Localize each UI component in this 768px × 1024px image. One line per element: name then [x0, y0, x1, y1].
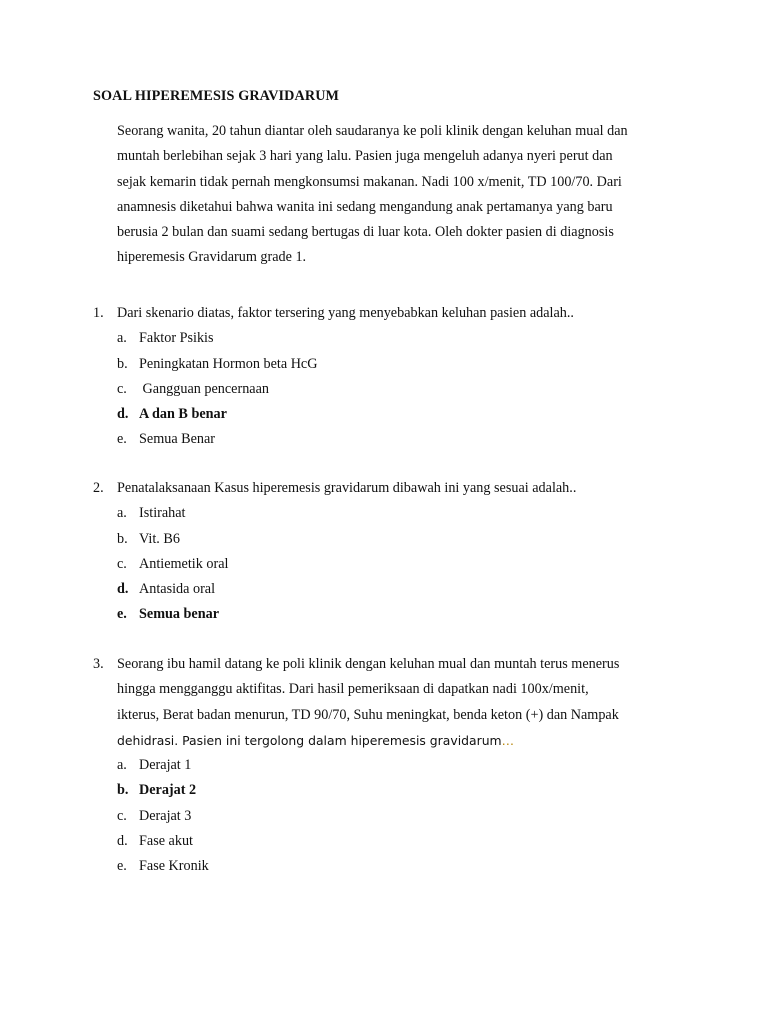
- option-letter: d.: [117, 406, 129, 423]
- option-text: Derajat 3: [139, 807, 192, 824]
- question-text-last-line: dehidrasi. Pasien ini tergolong dalam hiperemesis gravidarum: [117, 732, 502, 748]
- answer-option: [93, 504, 693, 529]
- question-stem: [93, 304, 693, 329]
- question-text: ikterus, Berat badan menurun, TD 90/70, Suhu meningkat, benda keton (+) dan Nampak: [117, 706, 619, 723]
- option-text: Antiemetik oral: [139, 555, 229, 572]
- scenario-line: sejak kemarin tidak pernah mengkonsumsi makanan. Nadi 100 x/menit, TD 100/70. Dari: [117, 173, 622, 190]
- answer-option: [93, 832, 693, 857]
- option-text: Derajat 1: [139, 757, 192, 774]
- option-letter: b.: [117, 355, 128, 372]
- option-letter: b.: [117, 530, 128, 547]
- option-letter: b.: [117, 782, 129, 799]
- question-text-last: [117, 731, 514, 751]
- option-text: Faktor Psikis: [139, 330, 214, 347]
- answer-option-correct: [93, 605, 693, 630]
- answer-option: [93, 555, 693, 580]
- scenario-line: Seorang wanita, 20 tahun diantar oleh saudaranya ke poli klinik dengan keluhan mual dan: [117, 123, 628, 139]
- answer-option: [93, 580, 693, 605]
- case-scenario: [117, 122, 697, 274]
- option-text: Derajat 2: [139, 782, 197, 799]
- option-text: Gangguan pencernaan: [139, 380, 269, 397]
- question-2: [93, 479, 693, 631]
- ellipsis: …: [501, 732, 515, 748]
- answer-option: [93, 807, 693, 832]
- question-number: 2.: [93, 480, 104, 496]
- question-stem: [93, 655, 693, 680]
- answer-option: [93, 380, 693, 405]
- option-letter: d.: [117, 833, 128, 850]
- question-3: [93, 655, 693, 883]
- scenario-line: muntah berlebihan sejak 3 hari yang lalu. Pasien juga mengeluh adanya nyeri perut dan: [117, 148, 613, 165]
- question-text: Penatalaksanaan Kasus hiperemesis gravidarum dibawah ini yang sesuai adalah..: [117, 480, 577, 496]
- option-text: Vit. B6: [139, 530, 180, 547]
- option-letter: a.: [117, 505, 127, 522]
- question-number: 3.: [93, 656, 104, 672]
- option-text: Semua benar: [139, 606, 220, 623]
- option-letter: e.: [117, 431, 127, 448]
- option-text: Istirahat: [139, 505, 186, 522]
- option-text: Semua Benar: [139, 431, 216, 448]
- answer-option-correct: [93, 405, 693, 430]
- answer-option: [93, 756, 693, 781]
- option-letter: c.: [117, 380, 127, 397]
- answer-option: [93, 530, 693, 555]
- answer-option: [93, 857, 693, 882]
- answer-option: [93, 355, 693, 380]
- question-text: hingga mengganggu aktifitas. Dari hasil pemeriksaan di dapatkan nadi 100x/menit,: [117, 681, 589, 698]
- question-1: [93, 304, 693, 456]
- answer-option: [93, 430, 693, 455]
- question-text: Dari skenario diatas, faktor tersering yang menyebabkan keluhan pasien adalah..: [117, 305, 574, 321]
- option-letter: e.: [117, 606, 127, 623]
- scenario-line: berusia 2 bulan dan suami sedang bertugas di luar kota. Oleh dokter pasien di diagnosis: [117, 224, 614, 241]
- option-letter: e.: [117, 858, 127, 875]
- option-text: Fase akut: [139, 833, 193, 850]
- question-text: Seorang ibu hamil datang ke poli klinik dengan keluhan mual dan muntah terus menerus: [117, 656, 620, 672]
- question-stem-continued: [93, 706, 693, 731]
- option-text: Fase Kronik: [139, 858, 209, 875]
- document-title: SOAL HIPEREMESIS GRAVIDARUM: [93, 88, 340, 104]
- answer-option: [93, 329, 693, 354]
- question-stem: [93, 479, 693, 504]
- scenario-line: hiperemesis Gravidarum grade 1.: [117, 249, 307, 266]
- option-letter: a.: [117, 330, 127, 347]
- question-number: 1.: [93, 305, 104, 321]
- option-text: A dan B benar: [139, 406, 227, 423]
- answer-option-correct: [93, 781, 693, 806]
- option-letter: c.: [117, 807, 127, 824]
- scenario-line: anamnesis diketahui bahwa wanita ini sedang mengandung anak pertamanya yang baru: [117, 198, 613, 215]
- option-text: Peningkatan Hormon beta HcG: [139, 355, 318, 372]
- option-letter: c.: [117, 555, 127, 572]
- question-stem-continued: [93, 680, 693, 705]
- option-text: Antasida oral: [139, 581, 216, 598]
- option-letter: a.: [117, 757, 127, 774]
- question-stem-continued: [93, 731, 693, 756]
- option-letter: d.: [117, 581, 129, 598]
